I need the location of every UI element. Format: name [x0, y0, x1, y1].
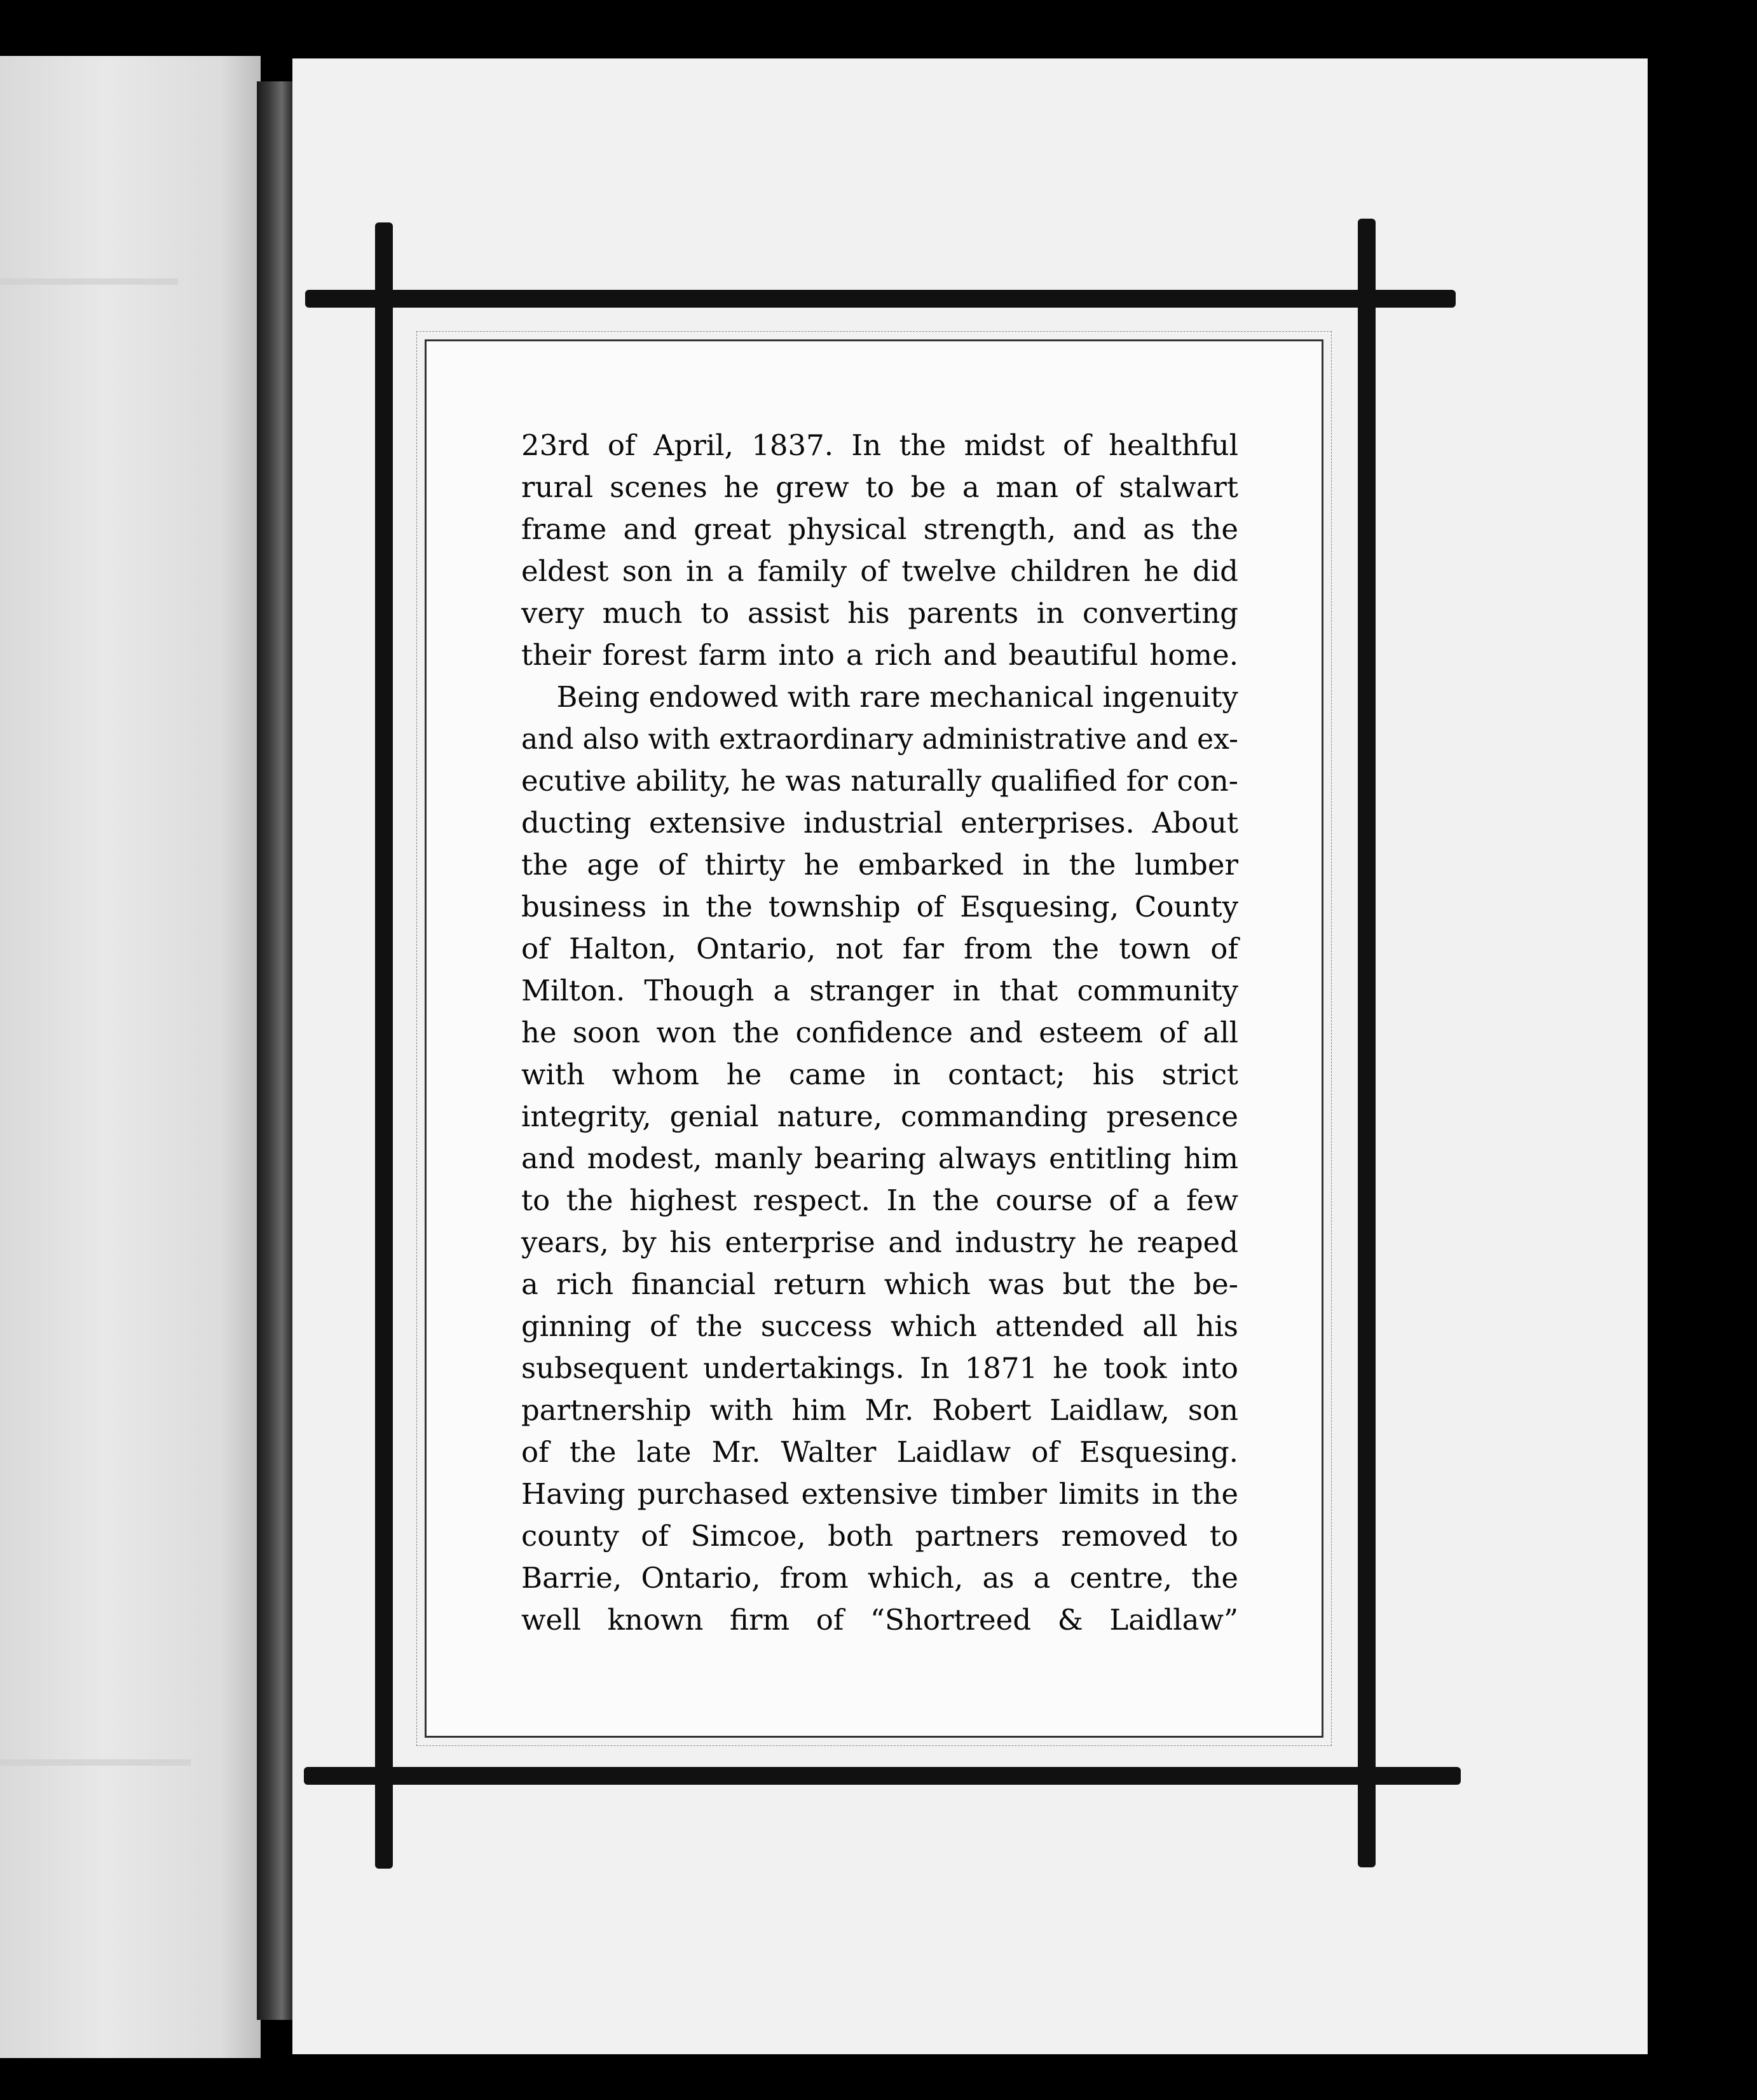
facing-page-left: [0, 56, 261, 2058]
border-rule-left: [375, 222, 393, 1869]
text-line: integrity, genial nature, commanding presence: [521, 1100, 1238, 1133]
text-line: Having purchased extensive timber limits in the: [521, 1477, 1238, 1511]
text-line: eldest son in a family of twelve children he did: [521, 554, 1238, 588]
faint-bleed-line: [0, 1759, 191, 1766]
border-rule-top: [305, 290, 1456, 308]
text-line: Barrie, Ontario, from which, as a centre, the: [521, 1561, 1238, 1595]
text-line: a rich financial return which was but the be-: [521, 1267, 1238, 1301]
text-line: to the highest respect. In the course of a few: [521, 1183, 1238, 1217]
text-line: ducting extensive industrial enterprises. About: [521, 806, 1238, 840]
text-line: of Halton, Ontario, not far from the town of: [521, 932, 1238, 965]
text-line: ecutive ability, he was naturally qualified for con-: [521, 764, 1238, 798]
text-line: of the late Mr. Walter Laidlaw of Esquesing.: [521, 1435, 1238, 1469]
text-line: rural scenes he grew to be a man of stalwart: [521, 470, 1238, 504]
text-line: county of Simcoe, both partners removed to: [521, 1519, 1238, 1553]
text-line: business in the township of Esquesing, County: [521, 890, 1238, 924]
body-text: [521, 425, 1238, 1641]
text-line: their forest farm into a rich and beautiful home.: [521, 638, 1238, 672]
text-line: ginning of the success which attended all his: [521, 1309, 1238, 1343]
text-line: Being endowed with rare mechanical ingenuity: [556, 680, 1238, 714]
text-line: 23rd of April, 1837. In the midst of healthful: [521, 428, 1238, 462]
text-line: and modest, manly bearing always entitling him: [521, 1142, 1238, 1175]
text-line: the age of thirty he embarked in the lumber: [521, 848, 1238, 882]
text-line: and also with extraordinary administrative and ex-: [521, 722, 1238, 756]
text-line: frame and great physical strength, and as the: [521, 512, 1238, 546]
text-line: partnership with him Mr. Robert Laidlaw, son: [521, 1393, 1238, 1427]
text-line: well known firm of “Shortreed & Laidlaw”: [521, 1603, 1238, 1637]
text-line: with whom he came in contact; his strict: [521, 1058, 1238, 1091]
text-line: very much to assist his parents in converting: [521, 596, 1238, 630]
text-line: Milton. Though a stranger in that community: [521, 974, 1238, 1007]
border-rule-bottom: [304, 1767, 1461, 1785]
text-line: subsequent undertakings. In 1871 he took into: [521, 1351, 1238, 1385]
text-line: he soon won the confidence and esteem of all: [521, 1016, 1238, 1049]
book-gutter: [257, 81, 292, 2020]
border-rule-right: [1358, 219, 1376, 1867]
text-line: years, by his enterprise and industry he reaped: [521, 1225, 1238, 1259]
faint-bleed-line: [0, 278, 178, 285]
